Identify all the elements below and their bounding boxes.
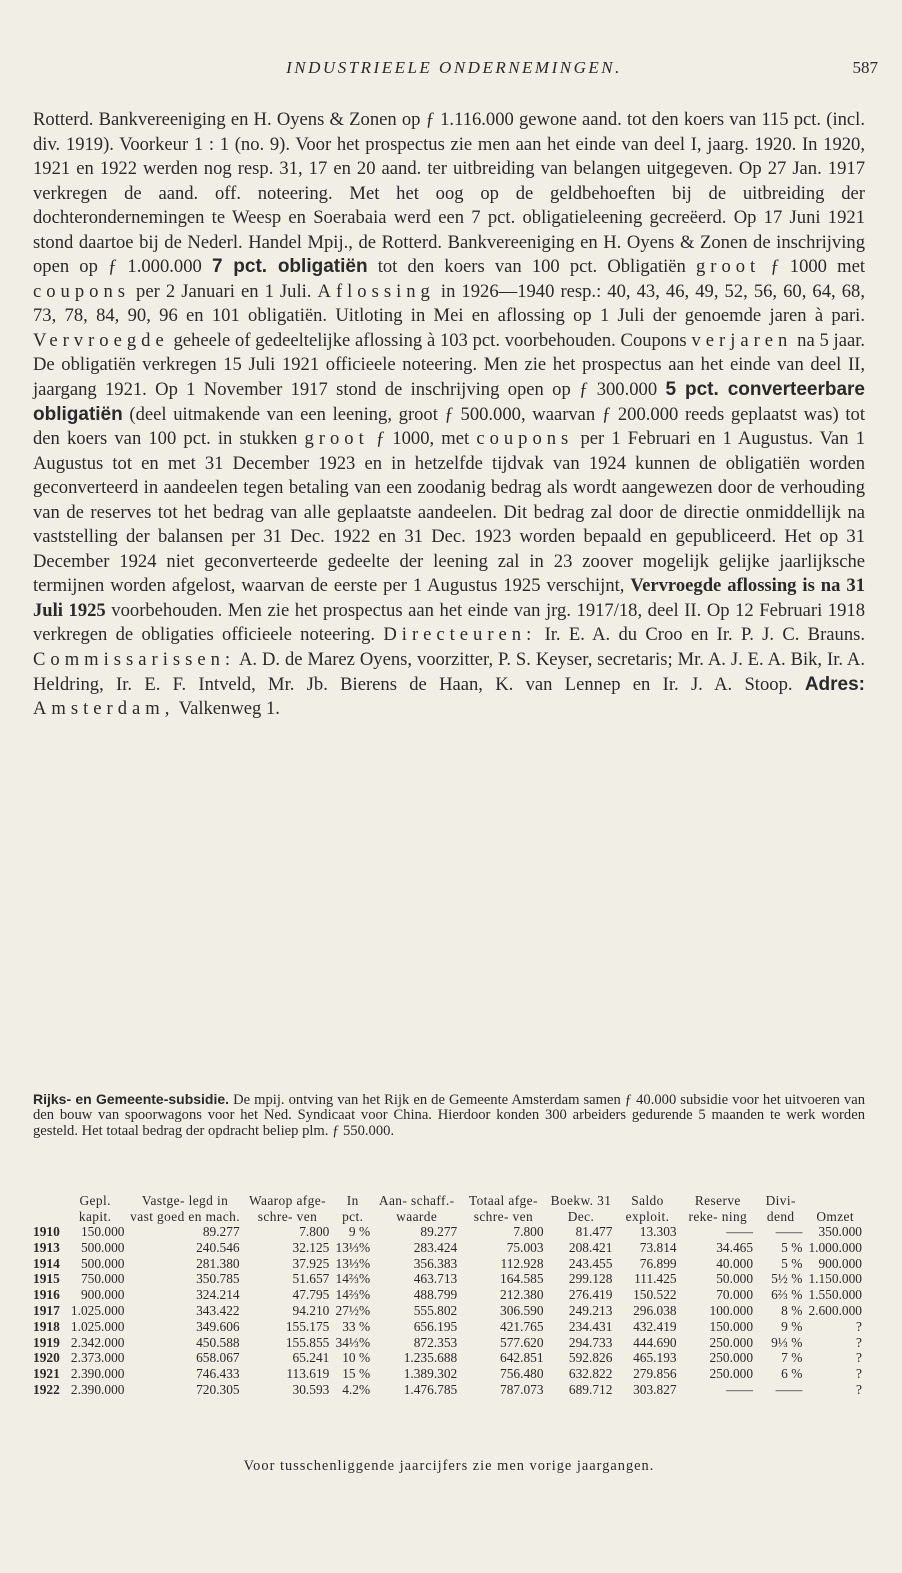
table-cell: 1.550.000 [808, 1287, 862, 1303]
table-cell: 51.657 [292, 1271, 330, 1287]
table-cell: 656.195 [413, 1318, 458, 1334]
table-cell: 900.000 [80, 1287, 125, 1303]
table-cell: 592.826 [568, 1350, 613, 1366]
table-cell: 111.425 [634, 1271, 677, 1287]
text-run: Ir. E. A. du Croo en Ir. P. J. C. Brauns. [544, 624, 866, 646]
table-cell: 13.303 [639, 1224, 677, 1239]
table-row [33, 1350, 865, 1366]
table-row [33, 1271, 865, 1287]
table-cell: 450.588 [196, 1334, 240, 1350]
table-body [33, 1224, 865, 1398]
table-cell: 7.800 [513, 1224, 544, 1239]
spaced-term: groot [304, 428, 369, 450]
heading-obligaties-7pct: 7 pct. obligatiën [211, 256, 368, 278]
table-cell: 47.795 [292, 1287, 330, 1303]
text-run: ƒ 1000, met [375, 428, 470, 450]
table-cell: 250.000 [709, 1366, 754, 1382]
table-footnote: Voor tusschenliggende jaarcijfers zie men vorige jaargangen. [243, 1458, 655, 1474]
table-cell: 9 % [781, 1318, 803, 1334]
address-street: Valkenweg 1. [178, 698, 280, 720]
table-cell: 13⅓% [335, 1255, 371, 1271]
table-cell: 1.389.302 [403, 1366, 458, 1382]
row-year: 1914 [33, 1255, 60, 1271]
table-cell: 343.422 [196, 1302, 240, 1318]
table-cell: 281.380 [196, 1255, 240, 1271]
subsidie-label: Rijks- en Gemeente-subsidie. [33, 1091, 230, 1107]
table-cell: 488.799 [413, 1287, 458, 1303]
table-cell: 500.000 [80, 1239, 125, 1255]
text-run: tot den koers van 100 pct. Obligatiën [377, 256, 686, 278]
table-cell: 2.342.000 [70, 1334, 125, 1350]
table-cell: 324.214 [196, 1287, 240, 1303]
table-cell: 7.800 [299, 1224, 330, 1239]
table-cell: ? [856, 1350, 862, 1366]
table-cell: 1.476.785 [403, 1381, 458, 1397]
table-cell: 89.277 [202, 1224, 240, 1239]
table-cell: 306.590 [500, 1302, 544, 1318]
table-cell: 249.213 [568, 1302, 613, 1318]
spaced-term: groot [695, 256, 761, 278]
table-cell: 240.546 [196, 1239, 240, 1255]
company-paragraph [33, 108, 865, 722]
table-cell: 164.585 [500, 1271, 544, 1287]
row-year: 1913 [33, 1239, 60, 1255]
row-year: 1918 [33, 1318, 60, 1334]
column-header: Saldo exploit. [625, 1193, 670, 1224]
table-cell: 303.827 [633, 1381, 677, 1397]
table-cell: 65.241 [292, 1350, 330, 1366]
table-cell: 112.928 [500, 1255, 544, 1271]
table-cell: 27½% [335, 1302, 371, 1318]
table-cell: 350.000 [818, 1224, 862, 1239]
table-cell: 2.373.000 [70, 1350, 125, 1366]
spaced-term: coupons [476, 428, 574, 450]
table-cell: 1.025.000 [70, 1302, 125, 1318]
table-cell: 555.802 [413, 1302, 458, 1318]
row-year: 1915 [33, 1271, 60, 1287]
table-cell: 1.000.000 [808, 1239, 862, 1255]
row-year: 1920 [33, 1350, 60, 1366]
column-header: Gepl. kapit. [78, 1193, 112, 1224]
table-cell: 432.419 [633, 1318, 677, 1334]
table-cell: 113.619 [286, 1366, 330, 1382]
text-run: Rotterd. Bankvereeniging en H. Oyens & Zonen op ƒ 1.116.000 gewone aand. tot den koers van 115 pct. (incl. div. 1919). Voorkeur 1 : 1 (no. 9). Voor het prospectus zie men aan het einde van deel I, jaarg. 1920. In 1920, 1921 en 1922 werden nog resp. 31, 17 en 20 aand. ter uitbreiding van belangen uitgegeven. Op 27 Jan. 1917 verkregen de aand. off. noteering. Met het oog op de geldbehoeften bij de uitbreiding der dochterondernemingen te Weesp en Soerabaia werd een 7 pct. obligatieleening gecreëerd. Op 17 Juni 1921 stond daartoe bij de Nederl. Handel Mpij., de Rotterd. Bankvereeniging en H. Oyens & Zonen de inschrijving open op ƒ 1.000.000 [33, 109, 865, 278]
table-cell: 6 % [781, 1366, 803, 1382]
column-header: In pct. [342, 1193, 364, 1224]
running-title: INDUSTRIEELE ONDERNEMINGEN. [286, 58, 622, 77]
subsidie-paragraph [33, 1092, 865, 1139]
table-cell: 5½ % [771, 1271, 803, 1287]
row-year: 1919 [33, 1334, 60, 1350]
table-cell: 250.000 [709, 1350, 754, 1366]
table-cell: 150.000 [80, 1224, 125, 1239]
table-cell: —— [726, 1224, 754, 1239]
row-year: 1916 [33, 1287, 60, 1303]
text-run: (deel uitmakende van een leening, groot ƒ 500.000, waarvan ƒ 200.000 reeds geplaatst was) tot den koers van 100 pct. in stukken [33, 403, 865, 450]
table-cell: 577.620 [500, 1334, 544, 1350]
table-cell: 14⅔% [335, 1287, 371, 1303]
table-cell: 2.600.000 [808, 1302, 862, 1318]
table-cell: 14⅔% [335, 1271, 371, 1287]
table-cell: 283.424 [413, 1239, 458, 1255]
spaced-term: coupons [33, 280, 130, 302]
table-cell: 900.000 [818, 1255, 862, 1271]
table-cell: 463.713 [413, 1271, 458, 1287]
column-header: Waarop afge- schre- ven [249, 1193, 326, 1224]
table-cell: 89.277 [420, 1224, 458, 1239]
column-header: Omzet [816, 1208, 855, 1224]
table-cell: 250.000 [709, 1334, 754, 1350]
table-row [33, 1224, 865, 1240]
column-header: Totaal afge- schre- ven [468, 1193, 538, 1224]
table-cell: 299.128 [568, 1271, 613, 1287]
table-cell: 32.125 [292, 1239, 330, 1255]
table-cell: 756.480 [500, 1366, 544, 1382]
table-row [33, 1303, 865, 1319]
text-run: na 5 jaar. De obligatiën verkregen 15 Juli 1921 officieele noteering. Men zie het prospectus aan het einde van deel II, jaargang 1921. Op 1 November 1917 stond de inschrijving open op ƒ 300.000 [33, 329, 866, 401]
address-city: Amsterdam, [33, 698, 175, 720]
table-cell: 234.431 [568, 1318, 613, 1334]
main-text [33, 108, 865, 722]
table-cell: 81.477 [575, 1224, 613, 1239]
table-row [33, 1240, 865, 1256]
table-cell: 465.193 [633, 1350, 677, 1366]
subsidie-text: De mpij. ontving van het Rijk en de Gemeente Amsterdam samen ƒ 40.000 subsidie voor het uitvoeren van den bouw van spoorwagons voor het Ned. Syndicaat voor China. Hierdoor konden 300 arbeiders gedurende 5 maanden te werk worden gesteld. Het totaal bedrag der opdracht beliep plm. ƒ 550.000. [33, 1092, 866, 1139]
table-row [33, 1256, 865, 1272]
table-cell: 421.765 [500, 1318, 544, 1334]
page-number: 587 [852, 58, 878, 77]
table-row [33, 1335, 865, 1351]
table-cell: 350.785 [196, 1271, 240, 1287]
table-cell: 15 % [342, 1366, 371, 1382]
row-year: 1917 [33, 1302, 60, 1318]
table-cell: 356.383 [413, 1255, 458, 1271]
table-cell: 349.606 [196, 1318, 240, 1334]
row-year: 1921 [33, 1366, 60, 1382]
text-run: geheele of gedeeltelijke aflossing à 103 pct. voorbehouden. Coupons [173, 329, 687, 351]
table-cell: 10 % [342, 1350, 371, 1366]
table-cell: 787.073 [500, 1381, 544, 1397]
table-cell: 279.856 [633, 1366, 677, 1382]
table-cell: ? [856, 1334, 862, 1350]
table-cell: 75.003 [506, 1239, 544, 1255]
spaced-term: Directeuren: [383, 624, 537, 646]
table-cell: 750.000 [80, 1271, 125, 1287]
table-row [33, 1287, 865, 1303]
table-cell: 7 % [781, 1350, 803, 1366]
page-header [30, 58, 878, 82]
table-cell: —— [775, 1224, 803, 1239]
table-cell: 642.851 [500, 1350, 544, 1366]
table-cell: 34.465 [716, 1239, 754, 1255]
table-cell: 155.855 [285, 1334, 330, 1350]
table-row [33, 1366, 865, 1382]
text-run: ƒ 1000 met [770, 256, 865, 278]
table-cell: ? [856, 1318, 862, 1334]
table-cell: —— [726, 1381, 754, 1397]
table-cell: 100.000 [709, 1302, 754, 1318]
table-cell: 2.390.000 [70, 1366, 125, 1382]
table-cell: 2.390.000 [70, 1381, 125, 1397]
column-header: Boekw. 31 Dec. [550, 1193, 612, 1224]
table-cell: 658.067 [196, 1350, 240, 1366]
table-cell: 1.235.688 [403, 1350, 458, 1366]
column-header: Reserve reke- ning [688, 1193, 748, 1224]
table-cell: 4.2% [342, 1381, 371, 1397]
table-cell: 37.925 [292, 1255, 330, 1271]
table-cell: 5 % [781, 1239, 803, 1255]
spaced-term: Aflossing [317, 280, 435, 302]
column-header: Divi- dend [765, 1193, 796, 1224]
table-row [33, 1382, 865, 1398]
table-cell: 296.038 [633, 1302, 677, 1318]
table-cell: 9⅓ % [771, 1334, 803, 1350]
table-cell: 50.000 [716, 1271, 754, 1287]
bold-text: Vervroegde aflossing is na 31 Juli 1925 [33, 575, 865, 621]
table-cell: 94.210 [292, 1302, 330, 1318]
table-cell: 6⅔ % [771, 1287, 803, 1303]
table-cell: 155.175 [285, 1318, 330, 1334]
table-cell: 34⅓% [335, 1334, 371, 1350]
table-cell: 73.814 [639, 1239, 677, 1255]
table-cell: 9 % [348, 1224, 371, 1239]
column-header: Vastge- legd in vast goed en mach. [130, 1193, 240, 1224]
table-cell: ? [856, 1381, 862, 1397]
table-header-row [33, 1193, 865, 1224]
spaced-term: Vervroegde [33, 329, 169, 351]
table-cell: 8 % [781, 1302, 803, 1318]
table-cell: 33 % [342, 1318, 371, 1334]
table-cell: 150.000 [709, 1318, 754, 1334]
table-cell: 150.522 [633, 1287, 677, 1303]
spaced-term: Commissarissen: [33, 649, 236, 671]
text-run: A. D. de Marez Oyens, voorzitter, P. S. Keyser, secretaris; Mr. A. J. E. A. Bik, Ir. A. Heldring, Ir. E. F. Intveld, Mr. Jb. Bierens de Haan, K. van Lennep en Ir. J. A. Stoop. [33, 649, 865, 695]
table-cell: 632.822 [568, 1366, 613, 1382]
spaced-term: verjaren [691, 329, 793, 351]
row-year: 1922 [33, 1381, 60, 1397]
table-cell: 500.000 [80, 1255, 125, 1271]
table-cell: ? [856, 1366, 862, 1382]
row-year: 1910 [33, 1224, 60, 1239]
column-header [33, 1193, 63, 1224]
table-cell: 1.025.000 [70, 1318, 125, 1334]
table-cell: 746.433 [196, 1366, 240, 1382]
financial-table [33, 1193, 865, 1398]
table-cell: 40.000 [716, 1255, 754, 1271]
table-cell: 1.150.000 [808, 1271, 862, 1287]
table-cell: 76.899 [639, 1255, 677, 1271]
text-run: per 1 Februari en 1 Augustus. Van 1 Augustus tot en met 31 December 1923 en in hetzelfde tijdvak van 1924 kunnen de obligatiën worden geconverteerd in aandeelen tegen betaling van een zoodanig bedrag als wordt aangewezen door de verhouding van de reserves tot het bedrag van alle geplaatste aandeelen. Dit bedrag zal door de directie onmiddellijk na vaststelling der balansen per 31 Dec. 1922 en 31 Dec. 1923 worden bepaald en gepubliceerd. Het op 31 December 1924 niet geconverteerde gedeelte der leening zal in 23 zoover mogelijk gelijke jaarlijksche termijnen worden afgelost, waarvan de eerste per 1 Augustus 1925 verschijnt, [33, 428, 866, 597]
table-cell: 872.353 [413, 1334, 458, 1350]
table-cell: 5 % [781, 1255, 803, 1271]
table-row [33, 1319, 865, 1335]
text-run: voorbehouden. Men zie het prospectus aan het einde van jrg. 1917/18, deel II. Op 12 Februari 1918 verkregen de obligaties officieele noteering. [33, 599, 865, 646]
table-cell: 689.712 [568, 1381, 613, 1397]
table-cell: 243.455 [568, 1255, 613, 1271]
table-cell: 276.419 [568, 1287, 613, 1303]
table-cell: —— [775, 1381, 803, 1397]
address-label: Adres: [804, 673, 865, 695]
column-header: Aan- schaff.- waarde [378, 1193, 455, 1224]
text-run: per 2 Januari en 1 Juli. [136, 280, 312, 302]
table-cell: 208.421 [568, 1239, 613, 1255]
table-cell: 444.690 [633, 1334, 677, 1350]
table-cell: 13⅓% [335, 1239, 371, 1255]
text-run: in 1926—1940 resp.: 40, 43, 46, 49, 52, 56, 60, 64, 68, 73, 78, 84, 90, 96 en 101 obligatiën. Uitloting in Mei en aflossing op 1 Juli der genoemde jaren à pari. [33, 280, 865, 327]
table-cell: 212.380 [500, 1287, 544, 1303]
table-cell: 720.305 [196, 1381, 240, 1397]
table-cell: 294.733 [568, 1334, 613, 1350]
table-cell: 70.000 [716, 1287, 754, 1303]
table-cell: 30.593 [292, 1381, 330, 1397]
heading-obligaties-5pct: 5 pct. converteerbare obligatiën [33, 379, 865, 425]
